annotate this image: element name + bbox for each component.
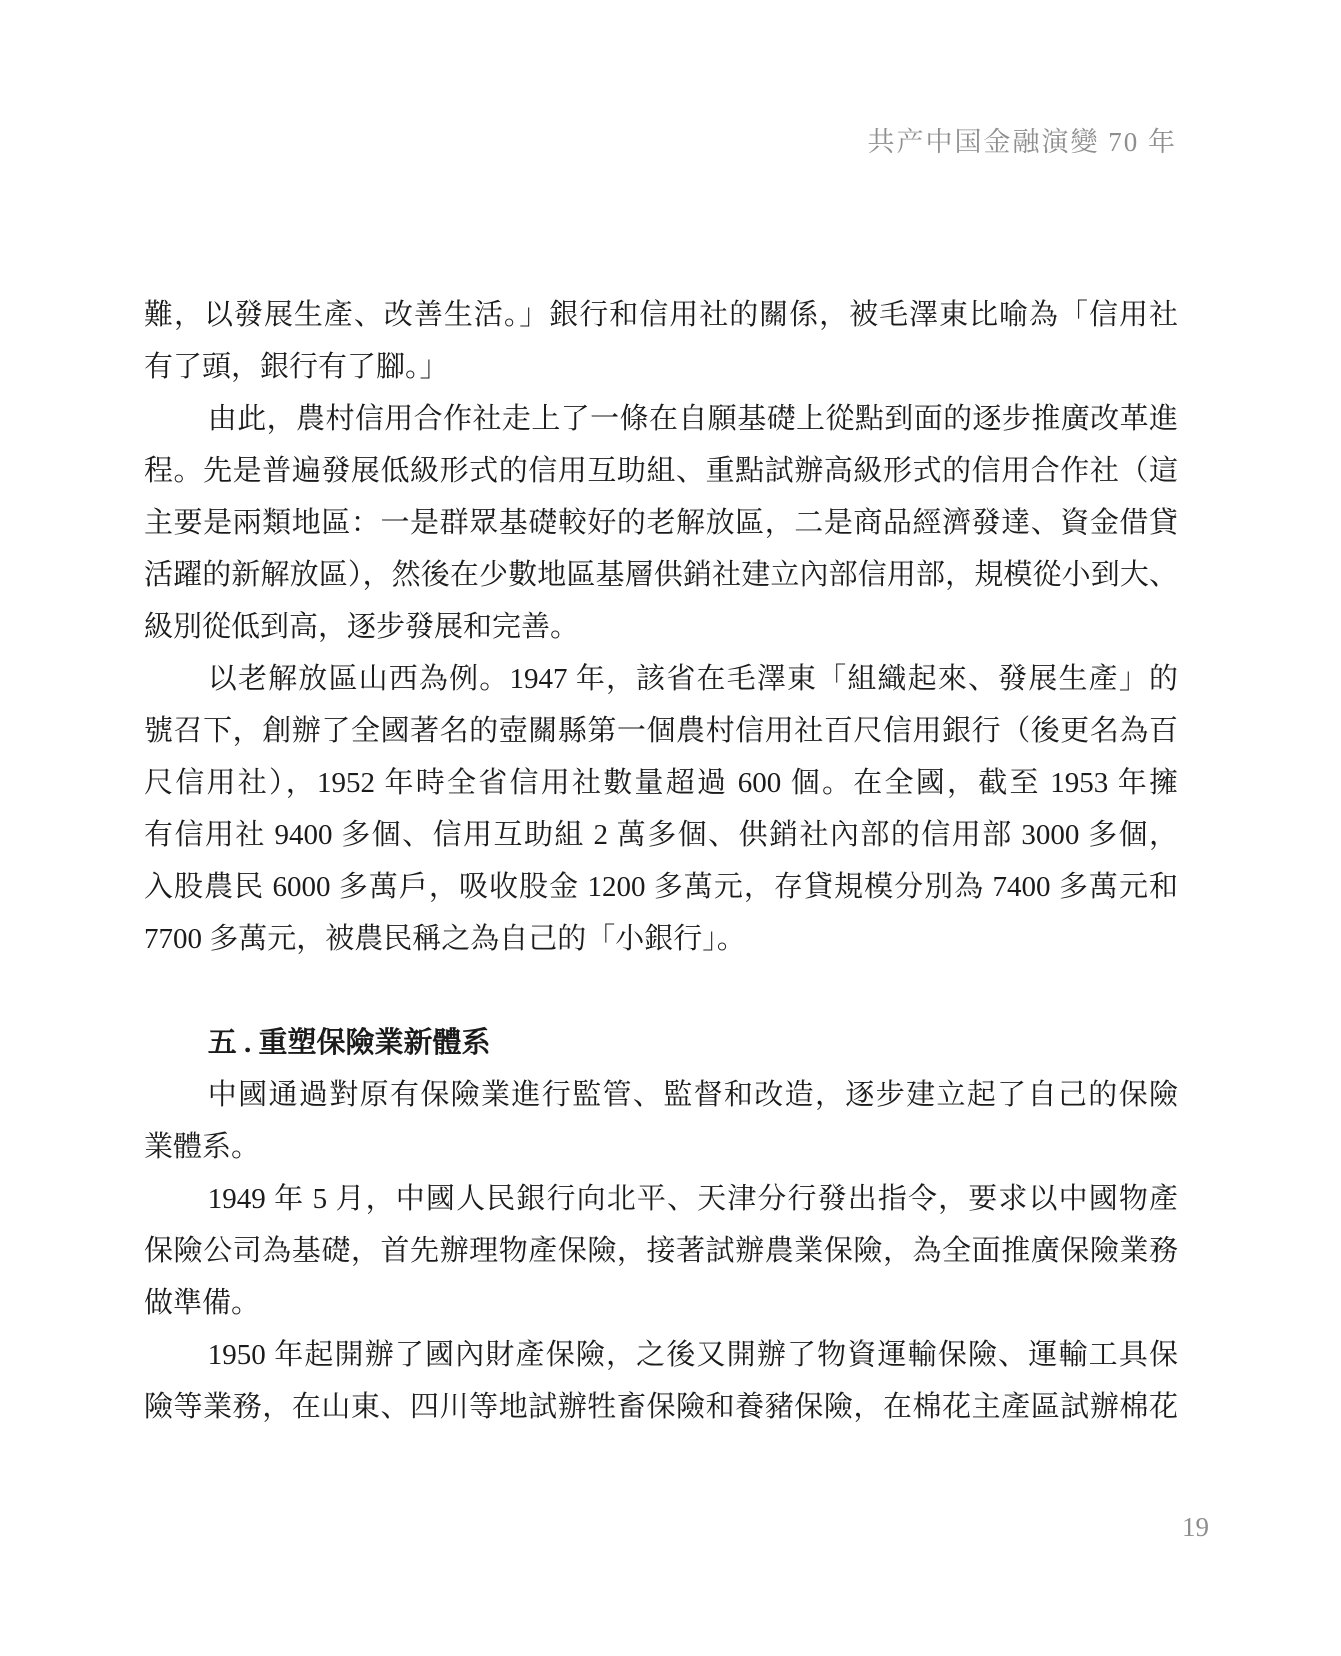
text-line: 由此，農村信用合作社走上了一條在自願基礎上從點到面的逐步推廣改革進 [207,403,1178,435]
text-line: 做準備。 [144,1287,261,1319]
text-line: 險等業務，在山東、四川等地試辦牲畜保險和養豬保險，在棉花主產區試辦棉花 [144,1391,1178,1423]
text-line: 以老解放區山西為例。1947 年，該省在毛澤東「組織起來、發展生產」的 [207,663,1178,695]
text-line: 7700 多萬元，被農民稱之為自己的「小銀行」。 [144,923,746,955]
text-line: 主要是兩類地區：一是群眾基礎較好的老解放區，二是商品經濟發達、資金借貸 [144,507,1178,539]
text-line: 保險公司為基礎，首先辦理物產保險，接著試辦農業保險，為全面推廣保險業務 [144,1235,1178,1267]
body-text [144,289,1178,1433]
text-line: 難，以發展生產、改善生活。」銀行和信用社的關係，被毛澤東比喻為「信用社 [144,299,1178,331]
text-line: 程。先是普遍發展低級形式的信用互助組、重點試辦高級形式的信用合作社（這 [144,455,1178,487]
text-line: 1949 年 5 月，中國人民銀行向北平、天津分行發出指令，要求以中國物產 [207,1183,1178,1215]
text-line: 入股農民 6000 多萬戶，吸收股金 1200 多萬元，存貸規模分別為 7400 多萬元和 [144,871,1178,903]
text-line: 號召下，創辦了全國著名的壺關縣第一個農村信用社百尺信用銀行（後更名為百 [144,715,1178,747]
text-line: 業體系。 [144,1131,261,1163]
text-line: 活躍的新解放區），然後在少數地區基層供銷社建立內部信用部，規模從小到大、 [144,559,1178,591]
page-number: 19 [1182,1512,1209,1542]
text-line: 級別從低到高，逐步發展和完善。 [144,611,580,643]
text-line: 有信用社 9400 多個、信用互助組 2 萬多個、供銷社內部的信用部 3000 多個， [144,819,1178,851]
text-line: 尺信用社），1952 年時全省信用社數量超過 600 個。在全國，截至 1953 年擁 [144,767,1178,799]
running-header: 共产中国金融演變 70 年 [867,127,1177,157]
section-heading: 五 . 重塑保險業新體系 [207,1027,491,1059]
text-line: 中國通過對原有保險業進行監管、監督和改造，逐步建立起了自己的保險 [207,1079,1178,1111]
text-line: 1950 年起開辦了國內財產保險，之後又開辦了物資運輸保險、運輸工具保 [207,1339,1178,1371]
text-line: 有了頭，銀行有了腳。」 [144,351,449,383]
